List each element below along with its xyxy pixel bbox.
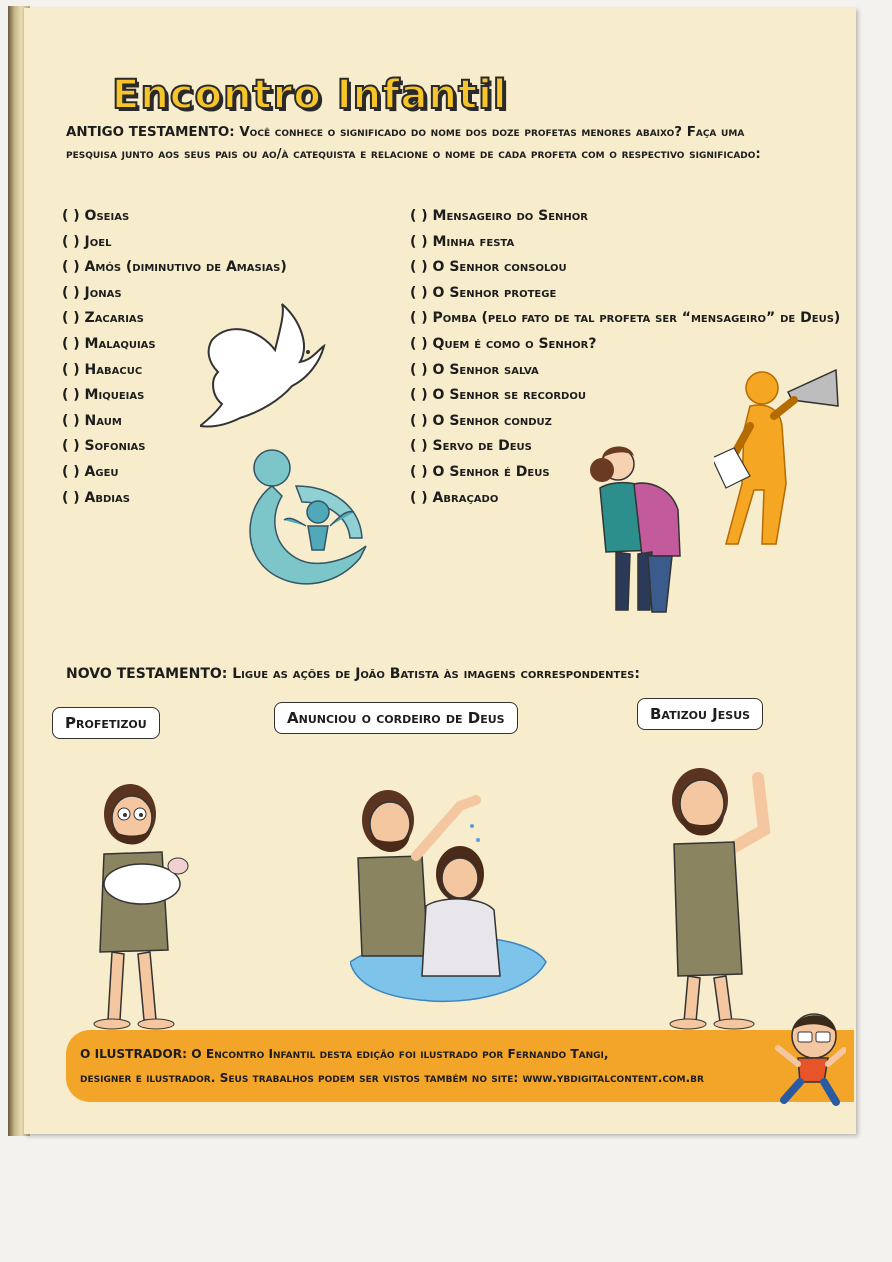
list-item[interactable]: ( ) Abdias: [62, 489, 130, 506]
old-testament-instructions: ANTIGO TESTAMENTO: Você conhece o significado do nome dos doze profetas menores abaixo? Faça uma pesquisa junto aos seus pais ou ao/à catequista e relacione o nome de cada profeta com o respectivo significado:: [66, 125, 761, 162]
list-item[interactable]: ( ) O Senhor conduz: [410, 412, 552, 429]
page-title: Encontro Infantil: [112, 72, 508, 118]
list-item[interactable]: ( ) O Senhor consolou: [410, 259, 567, 276]
list-item[interactable]: ( ) Joel: [62, 233, 112, 250]
list-item[interactable]: ( ) Sofonias: [62, 438, 146, 455]
new-testament-instructions: NOVO TESTAMENTO: Ligue as ações de João Batista às imagens correspondentes:: [66, 666, 640, 682]
baptism-icon: [350, 786, 550, 1008]
list-item[interactable]: ( ) Quem é como o Senhor?: [410, 335, 597, 352]
list-item[interactable]: ( ) Malaquias: [62, 335, 156, 352]
john-pointing-up-icon: [660, 760, 780, 1032]
illustrator-credit: [80, 1042, 740, 1090]
list-item[interactable]: ( ) Zacarias: [62, 310, 144, 327]
illustrator-line-2: designer e ilustrador. Seus trabalhos podem ser vistos também no site: www.ybdigitalcontent.com.br: [80, 1071, 704, 1085]
list-item[interactable]: ( ) Ageu: [62, 463, 119, 480]
list-item[interactable]: ( ) Amós (diminutivo de Amasias): [62, 259, 287, 276]
list-item[interactable]: ( ) O Senhor se recordou: [410, 387, 586, 404]
list-item[interactable]: ( ) O Senhor protege: [410, 284, 557, 301]
megaphone-man-icon: [714, 366, 844, 548]
list-item[interactable]: ( ) Servo de Deus: [410, 438, 532, 455]
illustrator-mascot-icon: [764, 1008, 846, 1108]
illustrator-label: O ILUSTRADOR:: [80, 1047, 188, 1061]
list-item[interactable]: ( ) O Senhor é Deus: [410, 463, 550, 480]
action-box-announced-lamb[interactable]: Anunciou o cordeiro de Deus: [274, 702, 518, 734]
list-item[interactable]: ( ) Miqueias: [62, 387, 145, 404]
dove-icon: [200, 300, 330, 435]
list-item[interactable]: ( ) Oseias: [62, 208, 130, 224]
list-item[interactable]: ( ) Mensageiro do Senhor: [410, 208, 588, 224]
list-item[interactable]: ( ) O Senhor salva: [410, 361, 539, 378]
list-item[interactable]: ( ) Abraçado: [410, 489, 499, 506]
embrace-hands-icon: [236, 446, 376, 594]
action-box-prophesied[interactable]: Profetizou: [52, 707, 160, 739]
list-item[interactable]: ( ) Habacuc: [62, 361, 143, 378]
list-item[interactable]: ( ) Jonas: [62, 284, 122, 301]
hugging-people-icon: [582, 440, 692, 620]
list-item[interactable]: ( ) Pomba (pelo fato de tal profeta ser “mensageiro” de Deus): [410, 310, 841, 327]
john-with-lamb-icon: [86, 780, 196, 1032]
list-item[interactable]: ( ) Naum: [62, 412, 122, 429]
action-box-baptized-jesus[interactable]: Batizou Jesus: [637, 698, 763, 730]
list-item[interactable]: ( ) Minha festa: [410, 233, 515, 250]
illustrator-line-1: O Encontro Infantil desta edição foi ilustrado por Fernando Tangi,: [187, 1047, 609, 1061]
